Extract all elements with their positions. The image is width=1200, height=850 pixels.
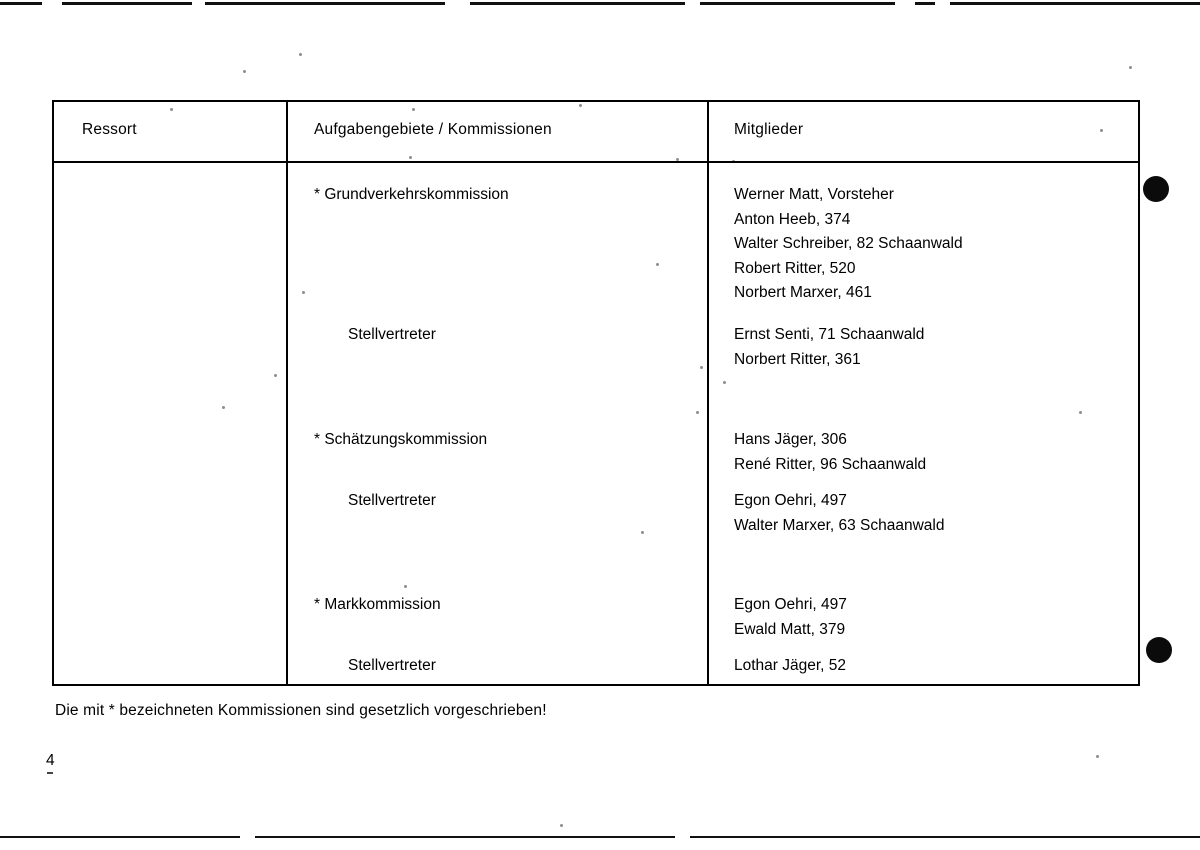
scan-speck bbox=[243, 70, 246, 73]
member-entry: Robert Ritter, 520 bbox=[734, 259, 856, 277]
member-entry: Lothar Jäger, 52 bbox=[734, 657, 847, 674]
scan-edge-top bbox=[0, 0, 1200, 8]
commission-name: * Markkommission bbox=[314, 596, 441, 613]
page-number: 4 bbox=[46, 752, 55, 769]
member-entry: Egon Oehri, 497 bbox=[734, 596, 847, 613]
member-entry: Norbert Ritter, 361 bbox=[734, 350, 861, 368]
commissions-table bbox=[52, 100, 1140, 686]
member-list bbox=[734, 593, 1134, 642]
scan-speck bbox=[299, 53, 302, 56]
column-header-ressort: Ressort bbox=[82, 121, 137, 138]
deputy-member-list bbox=[734, 654, 1134, 679]
member-entry: Hans Jäger, 306 bbox=[734, 431, 847, 448]
scan-speck bbox=[47, 772, 53, 774]
member-entry: Werner Matt, Vorsteher bbox=[734, 186, 894, 203]
member-entry: Norbert Marxer, 461 bbox=[734, 284, 872, 301]
commission-name: * Schätzungskommission bbox=[314, 431, 488, 448]
column-header-mitglieder: Mitglieder bbox=[734, 121, 804, 138]
punch-hole-mark bbox=[1143, 176, 1169, 202]
commission-name: * Grundverkehrskommission bbox=[314, 186, 509, 203]
table-body bbox=[52, 163, 1140, 684]
member-entry: René Ritter, 96 Schaanwald bbox=[734, 455, 927, 473]
member-entry: Walter Marxer, 63 Schaanwald bbox=[734, 516, 945, 534]
member-list bbox=[734, 183, 1134, 306]
deputy-member-list bbox=[734, 489, 1134, 538]
member-entry: Anton Heeb, 374 bbox=[734, 210, 851, 228]
member-entry: Walter Schreiber, 82 Schaanwald bbox=[734, 235, 963, 252]
member-entry: Egon Oehri, 497 bbox=[734, 492, 847, 509]
member-entry: Ernst Senti, 71 Schaanwald bbox=[734, 326, 925, 343]
scan-speck bbox=[1096, 755, 1099, 758]
column-header-aufgabengebiete: Aufgabengebiete / Kommissionen bbox=[314, 121, 552, 138]
deputy-label: Stellvertreter bbox=[348, 492, 436, 509]
deputy-member-list bbox=[734, 323, 1134, 372]
footnote-text: Die mit * bezeichneten Kommissionen sind gesetzlich vorgeschrieben! bbox=[55, 702, 547, 719]
deputy-label: Stellvertreter bbox=[348, 657, 436, 674]
scan-speck bbox=[560, 824, 563, 827]
scan-edge-bottom bbox=[0, 836, 1200, 840]
deputy-label: Stellvertreter bbox=[348, 326, 436, 343]
scan-speck bbox=[1129, 66, 1132, 69]
punch-hole-mark bbox=[1146, 637, 1172, 663]
member-entry: Ewald Matt, 379 bbox=[734, 620, 846, 638]
member-list bbox=[734, 428, 1134, 477]
